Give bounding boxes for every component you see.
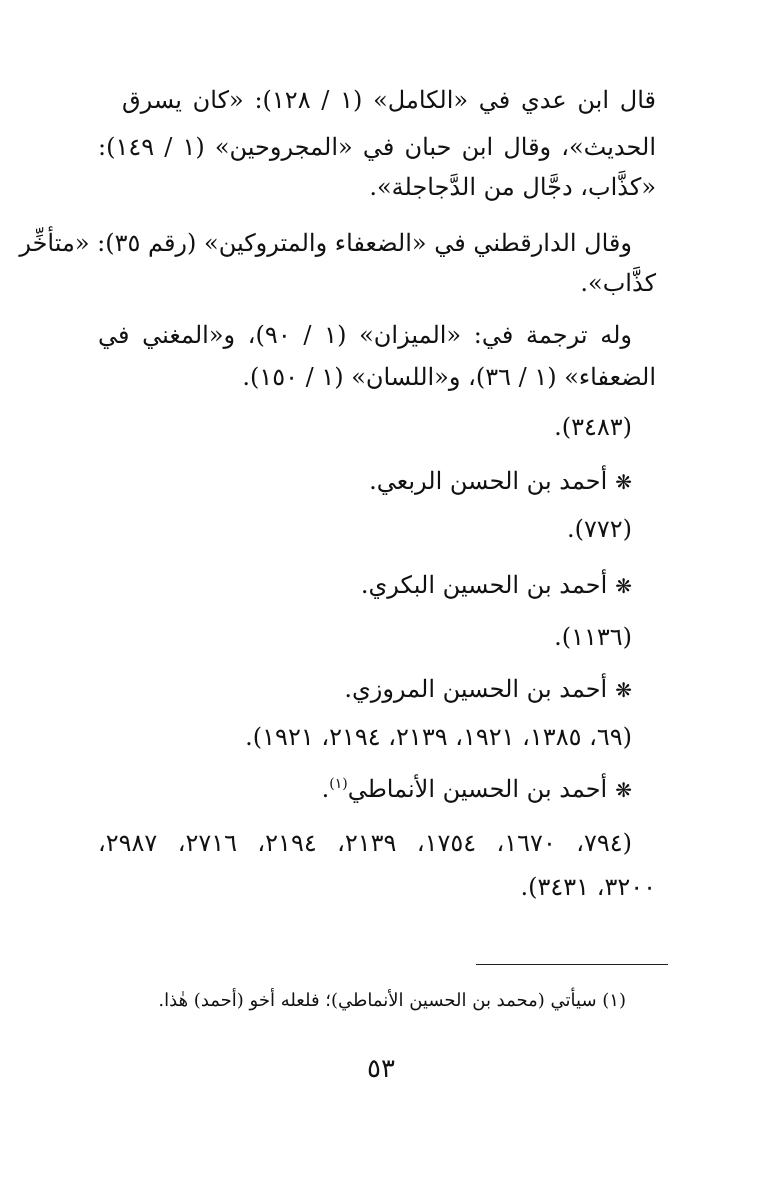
asterism-icon: ❋: [615, 470, 632, 494]
paragraph-line: وقال الدارقطني في «الضعفاء والمتروكين» (رقم ٣٥): «متأخِّر: [19, 229, 632, 257]
entry-refs: (٧٧٢).: [566, 515, 632, 543]
entry-name-text: أحمد بن الحسين البكري.: [360, 571, 608, 599]
asterism-icon: ❋: [615, 574, 632, 598]
entry-name-text: أحمد بن الحسين الأنماطي: [347, 775, 608, 803]
page-number: ٥٣: [367, 1054, 395, 1084]
entry-name: [322, 772, 632, 806]
paragraph-line: قال ابن عدي في «الكامل» (١ / ١٢٨): «كان يسرق: [122, 86, 656, 114]
paragraph-line: «كذَّاب، دجَّال من الدَّجاجلة».: [369, 173, 656, 201]
asterism-icon: ❋: [615, 678, 632, 702]
entry-refs: (٣٤٨٣).: [554, 413, 632, 441]
footnote-marker: (١): [329, 776, 348, 792]
paragraph-line: كذَّاب».: [580, 269, 656, 297]
paragraph-line: الضعفاء» (١ / ٣٦)، و«اللسان» (١ / ١٥٠).: [242, 363, 656, 391]
entry-refs: ٣٢٠٠، ٣٤٣١).: [520, 873, 656, 901]
entry-name-period: .: [321, 775, 330, 803]
asterism-icon: ❋: [615, 778, 632, 802]
entry-name-text: أحمد بن الحسن الربعي.: [369, 467, 608, 495]
entry-refs: (٧٩٤، ١٦٧٠، ١٧٥٤، ٢١٣٩، ٢١٩٤، ٢٧١٦، ٢٩٨٧،: [98, 829, 633, 857]
entry-refs: (١١٣٦).: [554, 623, 632, 651]
paragraph-line: وله ترجمة في: «الميزان» (١ / ٩٠)، و«المغني في: [98, 321, 633, 349]
footnote: (١) سيأتي (محمد بن الحسين الأنماطي)؛ فلعله أخو (أحمد) هٰذا.: [158, 990, 626, 1011]
entry-name: [369, 464, 632, 498]
entry-refs: (٦٩، ١٣٨٥، ١٩٢١، ٢١٣٩، ٢١٩٤، ١٩٢١).: [245, 723, 632, 751]
paragraph-line: الحديث»، وقال ابن حبان في «المجروحين» (١ / ١٤٩):: [98, 133, 656, 161]
entry-name-text: أحمد بن الحسين المروزي.: [344, 675, 608, 703]
entry-name: [361, 568, 632, 602]
footnote-separator: [476, 964, 668, 965]
entry-name: [344, 672, 632, 706]
